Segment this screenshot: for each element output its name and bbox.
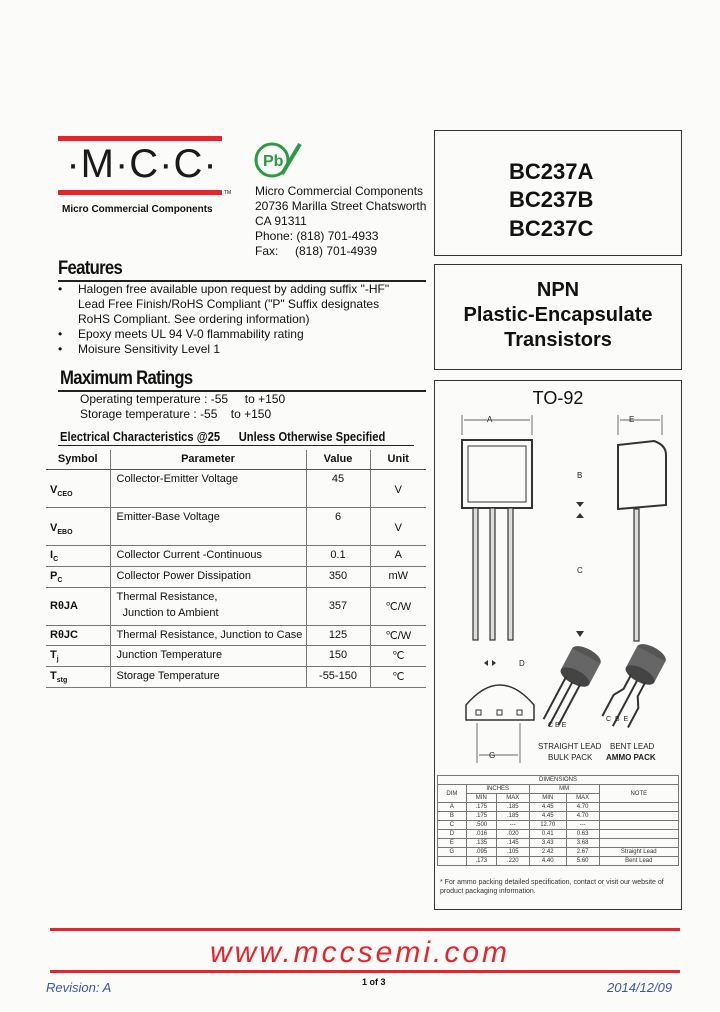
dims-cell: .175 (466, 812, 496, 821)
dims-group-inches: INCHES (466, 785, 529, 794)
revision: Revision: A (46, 980, 112, 995)
features-list (58, 282, 389, 357)
dim-label-g: G (489, 751, 496, 760)
value-cell: -55-150 (306, 667, 370, 688)
symbol-cell: RθJC (46, 625, 110, 645)
header-value: Value (306, 450, 370, 469)
value-cell: 125 (306, 625, 370, 645)
parameter-cell: Emitter-Base Voltage (110, 507, 306, 545)
dims-cell: .020 (496, 830, 529, 839)
dims-cell: .135 (466, 839, 496, 848)
dims-group-mm: MM (529, 785, 599, 794)
footer-top-bar (50, 928, 680, 931)
dims-body (438, 803, 679, 866)
unit-cell: ℃/W (370, 625, 426, 645)
website-link[interactable]: www.mccsemi.com (209, 936, 510, 969)
dims-header: MIN (529, 794, 566, 803)
feature-text: Lead Free Finish/RoHS Compliant ("P" Suffix designates (78, 297, 380, 311)
header-unit: Unit (370, 450, 426, 469)
electrical-characteristics-title: Electrical Characteristics @25 Unless Otherwise Specified (60, 429, 386, 444)
address-line: Micro Commercial Components (255, 184, 424, 198)
dims-row (438, 830, 679, 839)
table-header-row (46, 450, 426, 469)
parameter-cell: Collector Current -Continuous (110, 545, 306, 566)
dims-cell: .175 (466, 803, 496, 812)
dims-cell: .173 (466, 857, 496, 866)
package-drawing (440, 405, 676, 770)
dims-header: MAX (566, 794, 599, 803)
description-line: NPN (536, 279, 580, 301)
feature-text: RoHS Compliant. See ordering information) (78, 312, 310, 326)
unit-cell: V (370, 469, 426, 507)
dims-cell (599, 830, 678, 839)
dims-cell (599, 812, 678, 821)
description-line: Transistors (504, 329, 612, 351)
unit-cell: V (370, 507, 426, 545)
bullet: • (58, 327, 63, 341)
lead-free-icon (252, 138, 304, 184)
dims-cell (599, 821, 678, 830)
dims-header: MIN (466, 794, 496, 803)
dims-title: DIMENSIONS (438, 776, 679, 785)
dims-cell: E (438, 839, 467, 848)
address-line: Fax: (818) 701-4939 (255, 244, 378, 258)
dims-header: NOTE (599, 785, 678, 803)
date: 2014/12/09 (607, 980, 673, 995)
feature-item (58, 312, 389, 327)
part-numbers-box (434, 130, 682, 256)
logo-text: ·M·C·C· (66, 142, 218, 186)
address-line: CA 91311 (255, 214, 307, 228)
description-line: Plastic-Encapsulate (463, 304, 653, 326)
address-line: Phone: (818) 701-4933 (255, 229, 379, 243)
dims-header: DIM (438, 785, 467, 803)
address-line: 20736 Marilla Street Chatsworth (255, 199, 427, 213)
dim-label-e: E (629, 415, 635, 424)
value-cell: 0.1 (306, 545, 370, 566)
symbol-cell: $V_{EBO}$ (46, 507, 110, 545)
dims-cell: 2.42 (529, 848, 566, 857)
dims-note: * For ammo packing detailed specification, contact or visit our website of product packaging information. (440, 879, 664, 895)
pinout-bent: C B E (606, 716, 629, 723)
parameter-cell: Junction Temperature (110, 645, 306, 666)
table-row (46, 625, 426, 645)
dims-cell: .185 (496, 812, 529, 821)
trademark-mark: TM (224, 190, 232, 196)
bullet: • (58, 342, 63, 356)
table-row (46, 667, 426, 688)
dims-cell: 4.70 (566, 812, 599, 821)
symbol-cell: $I_C$ (46, 545, 110, 566)
parameter-cell: Collector-Emitter Voltage (110, 469, 306, 507)
bulk-pack-label: BULK PACK (548, 753, 593, 762)
unit-cell: mW (370, 566, 426, 587)
dims-cell: Bent Lead (599, 857, 678, 866)
dims-cell: 4.45 (529, 812, 566, 821)
value-cell: 45 (306, 469, 370, 507)
dims-cell: 0.63 (566, 830, 599, 839)
part-number: BC237B (509, 187, 594, 212)
feature-text: Halogen free available upon request by adding suffix "-HF" (78, 282, 390, 296)
dims-cell (438, 857, 467, 866)
feature-item (58, 282, 389, 297)
rating-line: Storage temperature : -55 to +150 (80, 407, 272, 421)
symbol-cell: $P_C$ (46, 566, 110, 587)
dims-cell: D (438, 830, 467, 839)
bent-lead-label: BENT LEAD (610, 742, 655, 751)
feature-text: Epoxy meets UL 94 V-0 flammability rating (78, 327, 304, 341)
dim-label-d: D (519, 659, 525, 668)
dims-cell: A (438, 803, 467, 812)
unit-cell: ℃/W (370, 587, 426, 625)
dims-cell (599, 839, 678, 848)
part-number: BC237A (509, 159, 594, 184)
spec-table (46, 450, 426, 688)
dims-cell: B (438, 812, 467, 821)
unit-cell: A (370, 545, 426, 566)
part-number: BC237C (509, 216, 594, 241)
dims-row (438, 848, 679, 857)
value-cell: 357 (306, 587, 370, 625)
rating-line: Operating temperature : -55 to +150 (80, 392, 286, 406)
table-row (46, 566, 426, 587)
dims-row (438, 803, 679, 812)
straight-lead-label: STRAIGHT LEAD (538, 742, 602, 751)
parameter-cell: Thermal Resistance, Junction to Ambient (110, 587, 306, 625)
dims-cell: .145 (496, 839, 529, 848)
logo-subtitle: Micro Commercial Components (62, 204, 213, 215)
feature-item (58, 297, 389, 312)
dims-row (438, 821, 679, 830)
dims-cell: 4.40 (529, 857, 566, 866)
ratings-list (80, 392, 285, 422)
unit-cell: ℃ (370, 645, 426, 666)
dims-cell: 3.43 (529, 839, 566, 848)
dims-row (438, 839, 679, 848)
dims-header: MAX (496, 794, 529, 803)
dims-cell: .220 (496, 857, 529, 866)
dims-cell: Straight Lead (599, 848, 678, 857)
footer-bottom-bar (50, 970, 680, 973)
table-row (46, 587, 426, 625)
header-parameter: Parameter (110, 450, 306, 469)
dims-cell: 3.68 (566, 839, 599, 848)
dims-cell: .016 (466, 830, 496, 839)
feature-text: Moisure Sensitivity Level 1 (78, 342, 221, 356)
pinout-straight: C B E (548, 722, 567, 729)
header-symbol: Symbol (46, 450, 110, 469)
dims-row (438, 812, 679, 821)
dims-cell: 4.70 (566, 803, 599, 812)
unit-cell: ℃ (370, 667, 426, 688)
elec-divider (58, 445, 414, 446)
dims-cell: 12.70 (529, 821, 566, 830)
description-box (434, 264, 682, 370)
dim-label-b: B (577, 471, 583, 480)
table-row (46, 545, 426, 566)
table-row (46, 507, 426, 545)
max-ratings-title: Maximum Ratings (60, 368, 193, 389)
dims-row (438, 857, 679, 866)
symbol-cell: $T_j$ (46, 645, 110, 666)
feature-item (58, 342, 389, 357)
dims-cell: .095 (466, 848, 496, 857)
parameter-cell: Collector Power Dissipation (110, 566, 306, 587)
value-cell: 350 (306, 566, 370, 587)
parameter-cell: Storage Temperature (110, 667, 306, 688)
table-row (46, 469, 426, 507)
dims-cell (599, 803, 678, 812)
dimensions-table (437, 775, 679, 866)
logo-bottom-bar (58, 190, 222, 195)
dims-cell: .185 (496, 803, 529, 812)
logo-top-bar (58, 136, 222, 141)
dims-cell: 4.45 (529, 803, 566, 812)
parameter-cell: Thermal Resistance, Junction to Case (110, 625, 306, 645)
dim-label-a: A (487, 415, 493, 424)
page-number: 1 of 3 (362, 977, 386, 987)
ammo-pack-label: AMMO PACK (606, 753, 656, 762)
dims-cell: .105 (496, 848, 529, 857)
dims-cell: 2.67 (566, 848, 599, 857)
bullet: • (58, 282, 63, 296)
symbol-cell: $V_{CEO}$ (46, 469, 110, 507)
features-title: Features (58, 258, 123, 279)
symbol-cell: RθJA (46, 587, 110, 625)
dim-label-c: C (577, 566, 583, 575)
value-cell: 6 (306, 507, 370, 545)
dims-cell: C (438, 821, 467, 830)
dims-cell: --- (496, 821, 529, 830)
table-row (46, 645, 426, 666)
package-name: TO-92 (532, 388, 584, 408)
dims-cell: G (438, 848, 467, 857)
value-cell: 150 (306, 645, 370, 666)
pb-label: Pb (263, 153, 284, 170)
dims-cell: --- (566, 821, 599, 830)
dims-cell: 5.60 (566, 857, 599, 866)
dims-cell: 0.41 (529, 830, 566, 839)
company-address (255, 184, 426, 259)
feature-item (58, 327, 389, 342)
symbol-cell: $T_{stg}$ (46, 667, 110, 688)
dims-cell: .500 (466, 821, 496, 830)
